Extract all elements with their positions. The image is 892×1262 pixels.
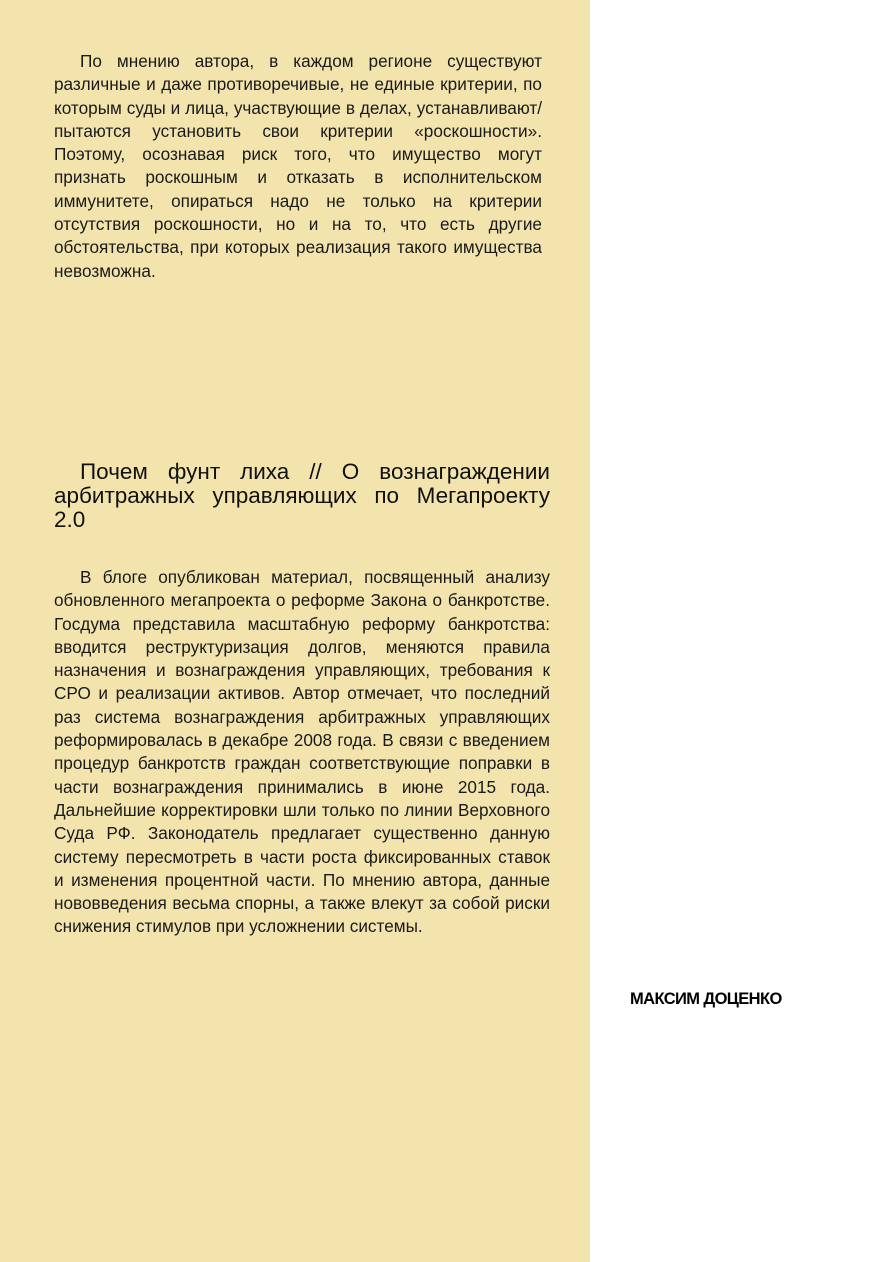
- article-title: Почем фунт лиха // О вознаграждении арбитражных управляющих по Мегапроекту 2.0: [54, 459, 550, 532]
- intro-paragraph: По мнению автора, в каждом регионе существуют различные и даже противоречивые, не единые критерии, по которым суды и лица, участвующие в делах, устанавливают/пытаются установить свои критерии «роскошности». Поэтому, осознавая риск того, что имущество могут признать роскошным и отказать в исполнительском иммунитете, опираться надо не только на критерии отсутствия роскошности, но и на то, что есть другие обстоятельства, при которых реализация такого имущества невозможна.: [54, 51, 542, 281]
- right-column: [590, 0, 892, 1262]
- author-name: МАКСИМ ДОЦЕНКО: [630, 990, 782, 1008]
- article-summary-paragraph: В блоге опубликован материал, посвященный анализу обновленного мегапроекта о реформе Закона о банкротстве. Госдума представила масштабную реформу банкротства: вводится реструктуризация долгов, меняются правила назначения и вознаграждения управляющих, требования к СРО и реализации активов. Автор отмечает, что последний раз система вознаграждения арбитражных управляющих реформировалась в декабре 2008 года. В связи с введением процедур банкротств граждан соответствующие поправки в части вознаграждения принимались в июне 2015 года. Дальнейшие корректировки шли только по линии Верховного Суда РФ. Законодатель предлагает существенно данную систему пересмотреть в части роста фиксированных ставок и изменения процентной части. По мнению автора, данные нововведения весьма спорны, а также влекут за собой риски снижения стимулов при усложнении системы.: [54, 567, 550, 937]
